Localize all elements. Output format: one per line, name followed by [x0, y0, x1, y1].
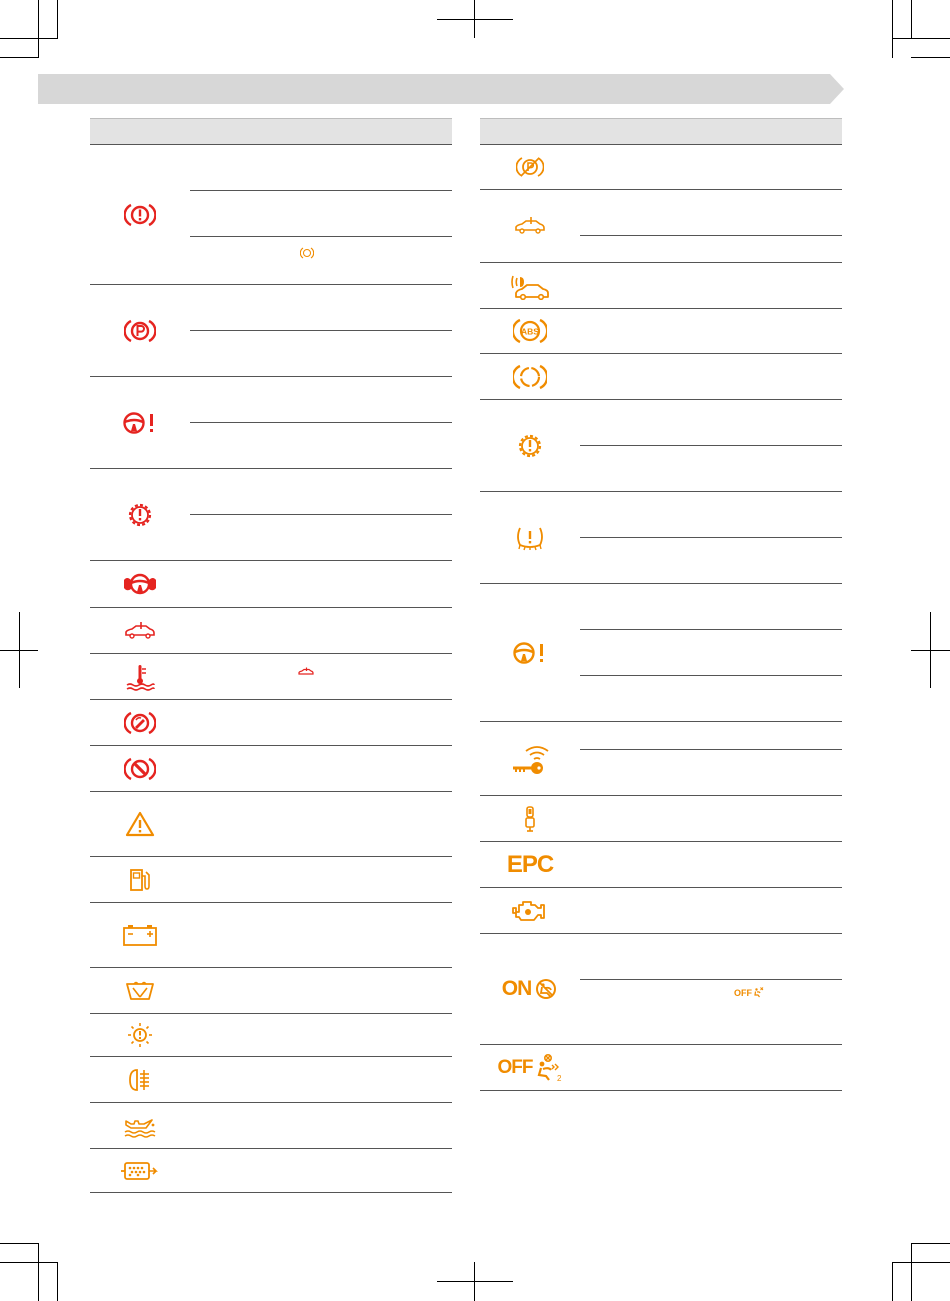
- passenger-airbag-off-icon: [480, 1045, 580, 1090]
- row-description: [580, 796, 842, 841]
- row-description: [580, 934, 842, 1044]
- row-divider: [580, 979, 842, 980]
- abs-label: ABS: [521, 326, 539, 337]
- brake-warning-icon: [90, 145, 190, 284]
- engine-check-icon: [480, 888, 580, 933]
- row-description: [580, 492, 842, 583]
- row-description: [190, 608, 452, 653]
- crop-mark: [911, 1243, 912, 1301]
- shock-absorber-icon: [480, 796, 580, 841]
- crop-mark: [38, 0, 39, 58]
- row-description: [580, 263, 842, 308]
- crop-mark: [38, 1243, 39, 1301]
- crop-mark: [892, 1262, 893, 1301]
- airbag-off-subscript: 2: [556, 1073, 561, 1082]
- row-divider: [580, 235, 842, 236]
- table-row: [90, 857, 452, 903]
- row-divider: [190, 514, 452, 515]
- table-row: [90, 746, 452, 792]
- row-description: [580, 190, 842, 262]
- row-description: [190, 285, 452, 376]
- table-row: [480, 796, 842, 842]
- abs-icon: [480, 309, 580, 353]
- bulb-failure-icon: [90, 1014, 190, 1056]
- row-divider: [580, 675, 842, 676]
- row-divider: [190, 190, 452, 191]
- crop-mark: [0, 57, 38, 58]
- table-row: [480, 309, 842, 354]
- row-description: [580, 400, 842, 491]
- table-row: [480, 190, 842, 263]
- fuel-pump-icon: [90, 857, 190, 902]
- table-row: [90, 469, 452, 561]
- table-row: [480, 354, 842, 400]
- table-row: [480, 888, 842, 934]
- tyre-pressure-icon: [480, 492, 580, 583]
- passenger-airbag-on-icon: [480, 934, 580, 1044]
- row-description: [190, 857, 452, 902]
- row-divider: [580, 749, 842, 750]
- parking-brake-icon: [90, 285, 190, 376]
- crop-mark: [57, 0, 58, 38]
- row-divider: [580, 629, 842, 630]
- row-description: [580, 722, 842, 795]
- crop-mark: [911, 0, 912, 38]
- row-description: [190, 469, 452, 560]
- oil-level-icon: [90, 1103, 190, 1148]
- crop-mark: [0, 1243, 38, 1244]
- crop-mark: [911, 57, 950, 58]
- immobiliser-key-icon: [480, 722, 580, 795]
- row-description: [190, 968, 452, 1013]
- table-row: [90, 700, 452, 746]
- table-row: [480, 584, 842, 722]
- table-header: [480, 118, 842, 145]
- warning-triangle-icon: [90, 792, 190, 856]
- brake-pad-wear-icon: [480, 354, 580, 399]
- row-description: [190, 746, 452, 791]
- row-description: [580, 145, 842, 189]
- crop-mark: [892, 1262, 950, 1263]
- row-description: [190, 700, 452, 745]
- table-row: [90, 654, 452, 700]
- row-description: [190, 903, 452, 967]
- epc-icon: [480, 842, 580, 887]
- row-description: [190, 377, 452, 468]
- airbag-off-label: OFF: [497, 1056, 533, 1078]
- auto-hold-icon: [300, 246, 314, 264]
- crop-mark: [437, 19, 513, 20]
- row-description: [580, 309, 842, 353]
- row-description: [190, 1103, 452, 1148]
- table-row: [90, 285, 452, 377]
- table-row: [90, 561, 452, 608]
- table-row: [480, 145, 842, 190]
- row-description: [190, 654, 452, 699]
- row-divider: [190, 422, 452, 423]
- crop-mark: [437, 1281, 513, 1282]
- diesel-particle-filter-icon: [90, 1149, 190, 1192]
- airbag-off-inline-label: OFF: [734, 987, 752, 998]
- table-row: [480, 263, 842, 309]
- table-row: [90, 1103, 452, 1149]
- row-description: [190, 1057, 452, 1102]
- table-row: [480, 492, 842, 584]
- row-divider: [580, 537, 842, 538]
- row-description: [580, 1045, 842, 1090]
- row-description: [580, 354, 842, 399]
- row-divider: [190, 236, 452, 237]
- row-description: [190, 792, 452, 856]
- car-door-open-icon: [298, 664, 314, 682]
- passenger-airbag-off-inline-icon: [734, 987, 764, 998]
- steering-wheel-hands-icon: [90, 561, 190, 607]
- row-description: [580, 842, 842, 887]
- front-assist-icon: [480, 263, 580, 308]
- parking-brake-fault-icon: [480, 145, 580, 189]
- table-row: [480, 934, 842, 1045]
- row-divider: [190, 330, 452, 331]
- car-door-open-icon: [90, 608, 190, 653]
- row-divider: [580, 445, 842, 446]
- table-row: [90, 145, 452, 285]
- crop-mark: [892, 0, 893, 58]
- steering-fault-icon: [90, 377, 190, 468]
- coolant-temperature-icon: [90, 654, 190, 699]
- left-warning-table: [90, 118, 452, 1193]
- table-row: [90, 608, 452, 654]
- crop-mark: [892, 38, 950, 39]
- airbag-on-label: ON: [501, 977, 532, 1000]
- table-row: [480, 400, 842, 492]
- table-row: [90, 1014, 452, 1057]
- steering-fault-icon: [480, 584, 580, 721]
- row-description: [190, 561, 452, 607]
- crop-mark: [0, 38, 58, 39]
- car-door-open-icon: [480, 190, 580, 262]
- right-warning-table: [480, 118, 842, 1091]
- row-description: [580, 888, 842, 933]
- battery-icon: [90, 903, 190, 967]
- rear-fog-light-icon: [90, 1057, 190, 1102]
- epc-label: EPC: [506, 850, 554, 878]
- row-description: [190, 145, 452, 284]
- table-row: [90, 903, 452, 968]
- crop-mark: [930, 612, 931, 688]
- crop-mark: [57, 1262, 58, 1301]
- washer-fluid-icon: [90, 968, 190, 1013]
- crop-mark: [0, 1262, 58, 1263]
- table-row: [90, 1149, 452, 1193]
- table-row: [90, 1057, 452, 1103]
- table-row: [480, 842, 842, 888]
- table-row: [480, 722, 842, 796]
- table-row: [90, 377, 452, 469]
- gearbox-fault-icon: [480, 400, 580, 491]
- gearbox-fault-icon: [90, 469, 190, 560]
- section-banner: [38, 74, 844, 104]
- row-description: [190, 1014, 452, 1056]
- crop-mark: [19, 612, 20, 688]
- row-description: [580, 584, 842, 721]
- seat-belt-icon: [90, 746, 190, 791]
- table-row: [480, 1045, 842, 1091]
- crop-mark: [911, 1243, 950, 1244]
- brake-pedal-icon: [90, 700, 190, 745]
- row-description: [190, 1149, 452, 1192]
- table-row: [90, 792, 452, 857]
- table-row: [90, 968, 452, 1014]
- table-header: [90, 118, 452, 145]
